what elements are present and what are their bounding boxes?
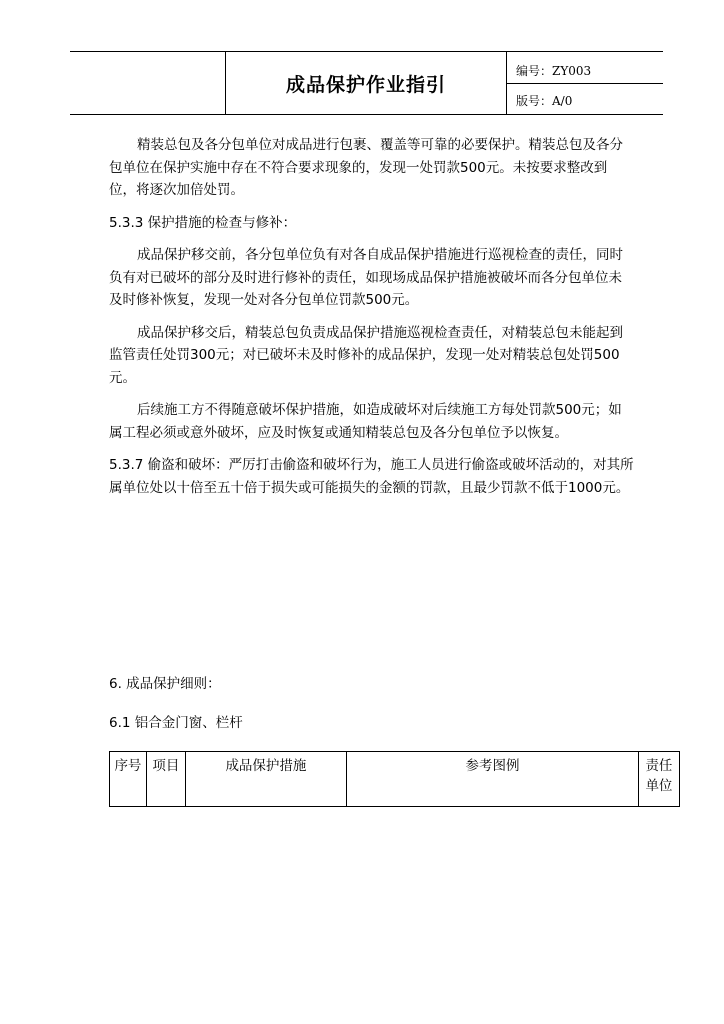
paragraph: 成品保护移交后，精装总包负责成品保护措施巡视检查责任，对精装总包未能起到监管责任处罚300元；对已破坏未及时修补的成品保护，发现一处对精装总包处罚500元。 xyxy=(109,324,623,386)
table-header-row xyxy=(110,752,680,807)
header-cell-index: 序号 xyxy=(110,752,147,807)
header-cell-reference: 参考图例 xyxy=(347,752,639,807)
protection-table xyxy=(109,751,680,807)
section-heading: 5.3.3 保护措施的检查与修补： xyxy=(109,214,297,231)
section-heading: 6. 成品保护细则： xyxy=(109,676,221,692)
subsection-heading: 6.1 铝合金门窗、栏杆 xyxy=(109,715,243,731)
paragraph: 5.3.7 偷盗和破坏：严厉打击偷盗和破坏行为，施工人员进行偷盗或破坏活动的，对其所属单位处以十倍至五十倍于损失或可能损失的金额的罚款，且最少罚款不低于1000元。 xyxy=(109,457,634,496)
header-cell-responsible: 责任单位 xyxy=(638,752,679,807)
paragraph: 成品保护移交前，各分包单位负有对各自成品保护措施进行巡视检查的责任，同时负有对已破坏的部分及时进行修补的责任，如现场成品保护措施被破坏而各分包单位未及时修补恢复，发现一处对各分包单位罚款500元。 xyxy=(109,247,623,308)
paragraph: 后续施工方不得随意破坏保护措施，如造成破坏对后续施工方每处罚款500元；如属工程必须或意外破坏，应及时恢复或通知精装总包及各分包单位予以恢复。 xyxy=(109,402,622,441)
header-cell-measures: 成品保护措施 xyxy=(185,752,346,807)
document-header xyxy=(70,51,663,115)
header-cell-item: 项目 xyxy=(146,752,185,807)
body-text xyxy=(109,134,634,509)
paragraph: 精装总包及各分包单位对成品进行包裹、覆盖等可靠的必要保护。精装总包及各分包单位在保护实施中存在不符合要求现象的，发现一处罚款500元。未按要求整改到位，将逐次加倍处罚。 xyxy=(109,137,623,198)
document-version: 版号：A/0 xyxy=(516,94,573,108)
header-divider xyxy=(506,83,663,84)
document-title: 成品保护作业指引 xyxy=(285,73,446,96)
document-code: 编号：ZY003 xyxy=(516,64,592,78)
